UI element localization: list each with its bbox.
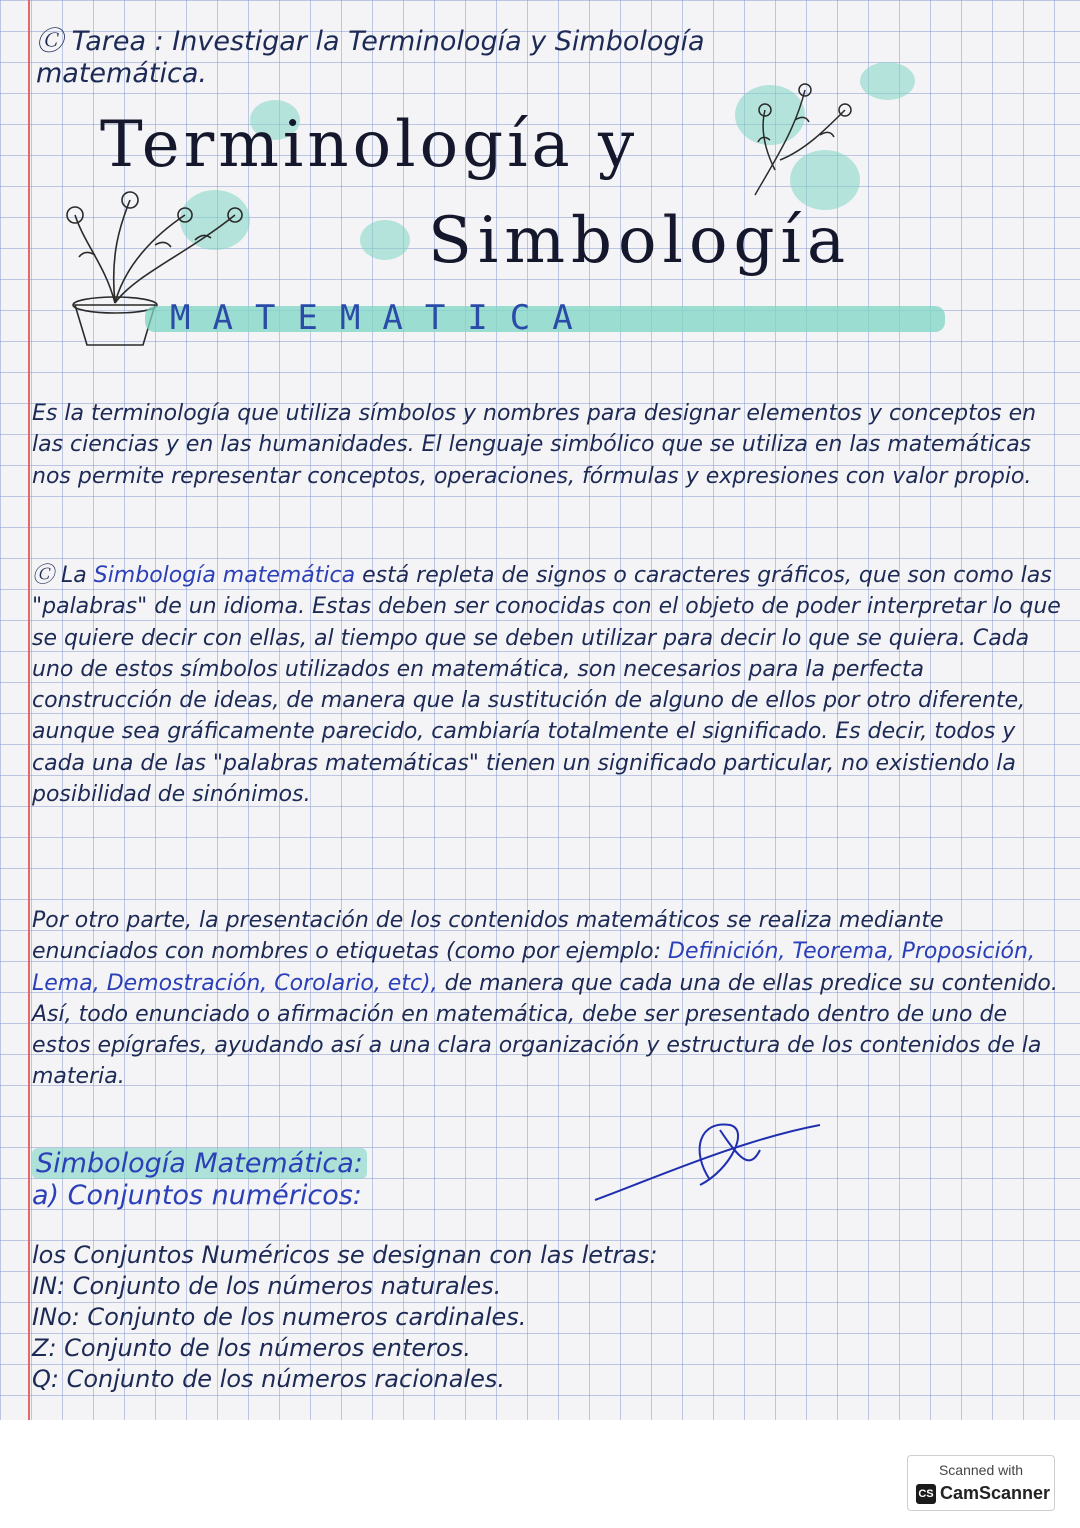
subsection-heading-text: a) Conjuntos numéricos: bbox=[32, 1180, 362, 1211]
list-intro: los Conjuntos Numéricos se designan con las letras: bbox=[32, 1241, 658, 1269]
paragraph-definition: Es la terminología que utiliza símbolos y nombres para designar elementos y conceptos en las ciencias y en las humanidades. El lenguaje simbólico que se utiliza en las matemáticas nos permite representar conceptos, operaciones, fórmulas y expresiones con valor propio. bbox=[32, 401, 1037, 489]
task-line-2: matemática. bbox=[36, 58, 207, 89]
page-subtitle: MATEMATICA bbox=[170, 298, 595, 338]
signature-scribble bbox=[590, 1110, 840, 1210]
margin-line bbox=[28, 0, 30, 1420]
term-list: Definición, Teorema, Proposición, Lema, Demostración, Corolario, etc), bbox=[32, 939, 1035, 996]
task-line-1: Ⓒ Tarea : Investigar la Terminología y Simbología bbox=[36, 26, 705, 57]
page-title-line-1: Terminología y bbox=[100, 108, 639, 182]
section-heading bbox=[32, 1148, 367, 1179]
number-sets-list bbox=[32, 1240, 658, 1395]
list-item: INo: Conjunto de los numeros cardinales. bbox=[32, 1303, 527, 1331]
paragraph-symbology bbox=[32, 560, 1062, 810]
list-item: IN: Conjunto de los números naturales. bbox=[32, 1272, 502, 1300]
paragraph-lead: Ⓒ La bbox=[32, 563, 87, 588]
camscanner-logo-icon: CS bbox=[916, 1484, 936, 1504]
subsection-heading bbox=[32, 1180, 362, 1211]
ink-blob bbox=[860, 62, 915, 100]
paragraph-part-b: de manera que cada una de ellas predice su contenido. Así, todo enunciado o afirmación en matemática, debe ser presentado dentro de uno de estos epígrafes, ayudando así a una clara organización y estructura de los contenidos de la materia. bbox=[32, 970, 1058, 1090]
list-item: Q: Conjunto de los números racionales. bbox=[32, 1365, 506, 1393]
paragraph-part-a: Por otro parte, la presentación de los contenidos matemáticos se realiza mediante enunciados con nombres o etiquetas (como por ejemplo: bbox=[32, 908, 944, 965]
highlight-term: Simbología matemática bbox=[93, 563, 356, 588]
page-title-line-2: Simbología bbox=[428, 204, 852, 278]
camscanner-badge bbox=[907, 1455, 1055, 1511]
scanner-brand: CamScanner bbox=[940, 1483, 1051, 1503]
list-item: Z: Conjunto de los números enteros. bbox=[32, 1334, 471, 1362]
paragraph-body: está repleta de signos o caracteres gráficos, que son como las "palabras" de un idioma. Estas deben ser conocidas con el objeto de poder interpretar lo que se quiere decir con ellas, al tiempo que se deben utilizar para decir lo que se quiera. Cada uno de estos símbolos utilizados en matemática, son necesarios para la perfecta construcción de ideas, de manera que la sustitución de alguno de ellos por otro diferente, aunque sea gráficamente parecido, cambiaría totalmente el significado. Es decir, todos y cada una de las "palabras matemáticas" tienen un significado particular, no existiendo la posibilidad de sinónimos. bbox=[32, 563, 1061, 808]
paragraph-presentation bbox=[32, 905, 1062, 1093]
ink-blob bbox=[360, 220, 410, 260]
scanner-caption: Scanned with bbox=[938, 1462, 1024, 1478]
section-heading-text: Simbología Matemática: bbox=[32, 1148, 367, 1179]
flower-sprig-icon bbox=[735, 80, 865, 200]
